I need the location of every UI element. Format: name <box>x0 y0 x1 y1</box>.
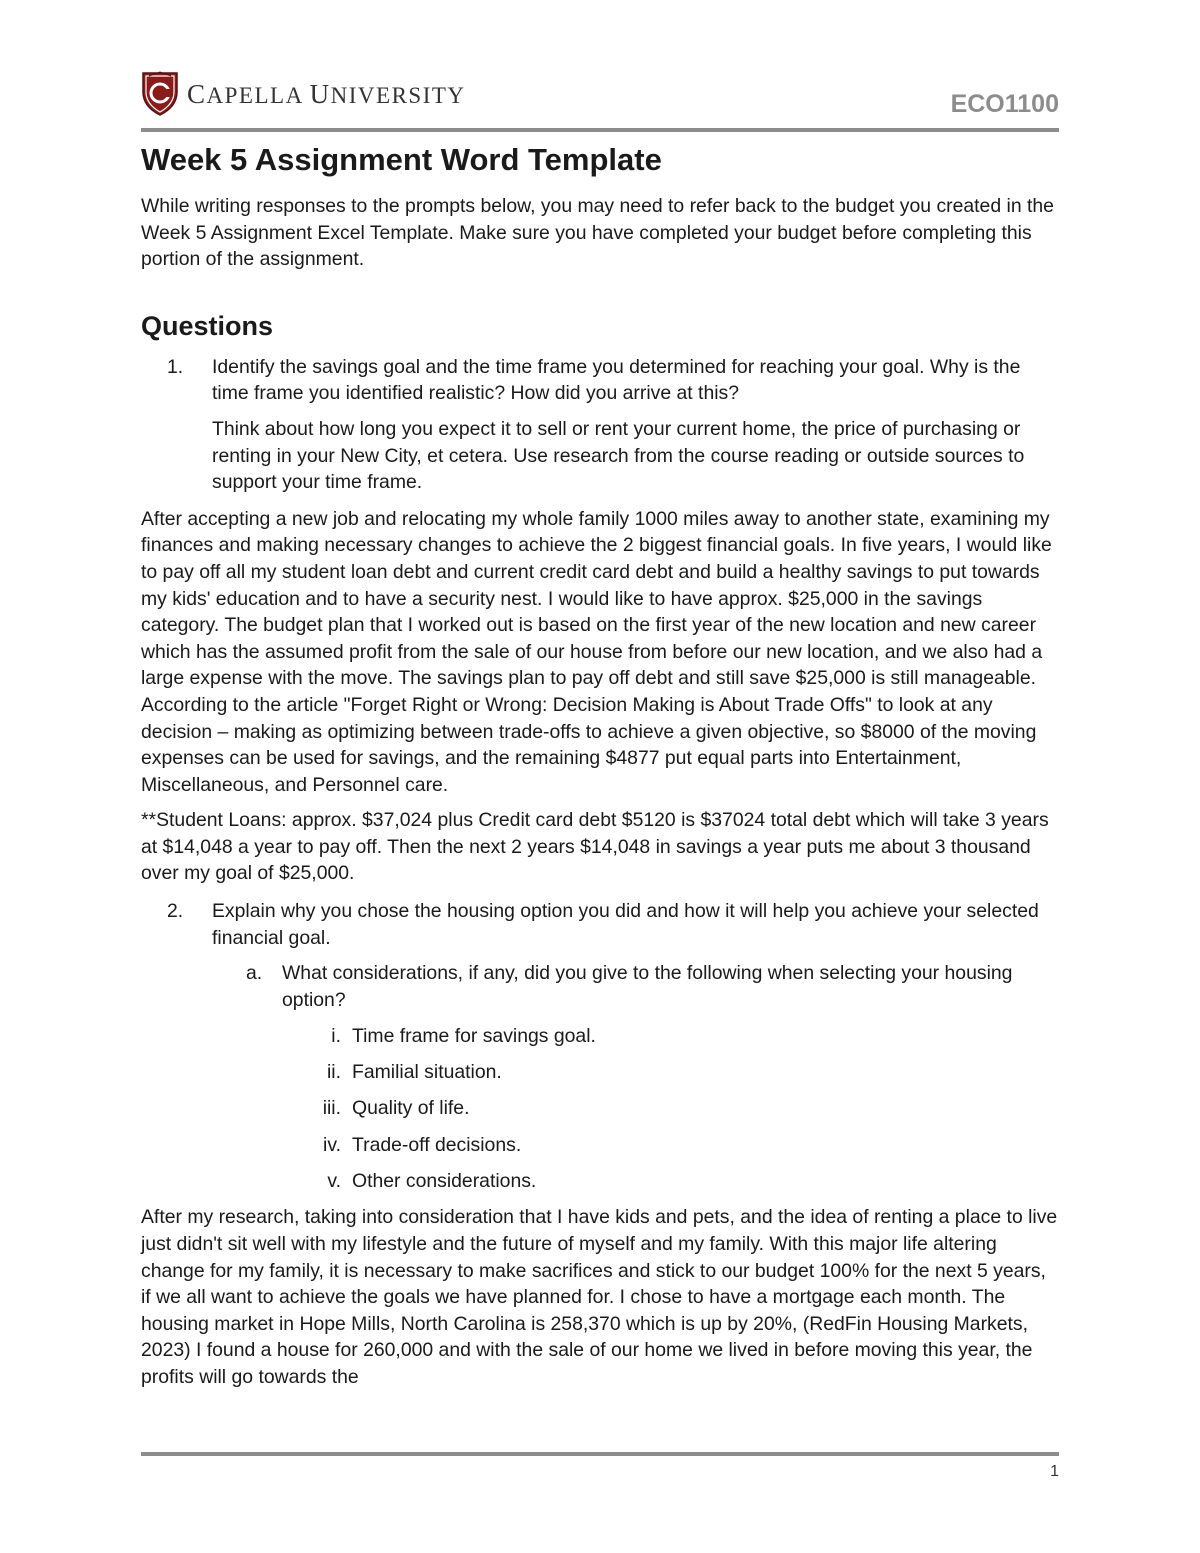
page-number: 1 <box>1050 1463 1059 1480</box>
answer-2-paragraph: After my research, taking into consideration that I have kids and pets, and the idea of renting a place to live just didn't sit well with my lifestyle and the future of myself and my family. With this major life altering change for my family, it is necessary to make sacrifices and stick to our budget 100% for the next 5 years, if we all want to achieve the goals we have planned for. I chose to have a mortgage each month. The housing market in Hope Mills, North Carolina is 258,370 which is up by 20%, (RedFin Housing Markets, 2023) I found a house for 260,000 and with the sale of our home we lived in before moving this year, the profits will go towards the <box>141 1206 1058 1388</box>
question-1-text: Identify the savings goal and the time frame you determined for reaching your goal. Why is the time frame you identified realistic? How did you arrive at this? <box>212 355 1021 405</box>
answer-1-note: **Student Loans: approx. $37,024 plus Credit card debt $5120 is $37024 total debt which will take 3 years at $14,048 a year to pay off. Then the next 2 years $14,048 in savings a year puts me about 3 thousand over my goal of $25,000. <box>141 809 1049 885</box>
list-item: iii. Quality of life. <box>322 1097 470 1120</box>
list-item: iv. Trade-off decisions. <box>323 1133 522 1156</box>
document-header <box>141 68 1059 132</box>
intro-paragraph: While writing responses to the prompts below, you may need to refer back to the budget you created in the Week 5 Assignment Excel Template. Make sure you have completed your budget before completing this portion of the assignment. <box>141 195 1054 271</box>
question-2-sub-a <box>141 960 1061 1013</box>
question-2-text: Explain why you chose the housing option you did and how it will help you achieve your selected financial goal. <box>212 900 1039 949</box>
sub-a-text: What considerations, if any, did you give to the following when selecting your housing option? <box>282 962 1013 1011</box>
logo-wordmark: CAPELLA UNIVERSITY <box>187 78 466 109</box>
question-2-number: 2. <box>167 900 184 923</box>
list-item: v. Other considerations. <box>327 1169 537 1192</box>
considerations-list <box>141 1023 1061 1194</box>
question-1 <box>141 354 1061 407</box>
document-body <box>141 140 1061 1391</box>
answer-1-paragraph: After accepting a new job and relocating my whole family 1000 miles away to another state, examining my finances and making necessary changes to achieve the 2 biggest financial goals. In five years, I would like to pay off all my student loan debt and current credit card debt and build a healthy savings to put towards my kids' education and to have a security nest. I would like to have approx. $25,000 in the savings category. The budget plan that I worked out is based on the first year of the new location and new career which has the assumed profit from the sale of our house from before our new location, and we also had a large expense with the move. The savings plan to pay off debt and still save $25,000 is still manageable. According to the article "Forget Right or Wrong: Decision Making is About Trade Offs" to look at any decision – making as optimizing between trade-offs to achieve a given objective, so $8000 of the moving expenses can be used for savings, and the remaining $4877 put equal parts into Entertainment, Miscellaneous, and Personnel care. <box>141 507 1052 796</box>
footer-divider <box>141 1452 1059 1456</box>
questions-heading: Questions <box>141 310 274 341</box>
shield-icon <box>141 70 179 116</box>
document-title: Week 5 Assignment Word Template <box>141 142 662 177</box>
course-code: ECO1100 <box>950 90 1059 118</box>
university-logo <box>141 70 466 116</box>
header-divider <box>141 128 1059 132</box>
list-item: i. Time frame for savings goal. <box>331 1025 596 1048</box>
question-2 <box>141 898 1061 951</box>
list-item: ii. Familial situation. <box>326 1061 502 1084</box>
question-1-number: 1. <box>167 355 184 378</box>
question-1-hint: Think about how long you expect it to sell or rent your current home, the price of purchasing or renting in your New City, et cetera. Use research from the course reading or outside sources to support your time frame. <box>212 417 1025 494</box>
sub-a-letter: a. <box>246 962 263 985</box>
